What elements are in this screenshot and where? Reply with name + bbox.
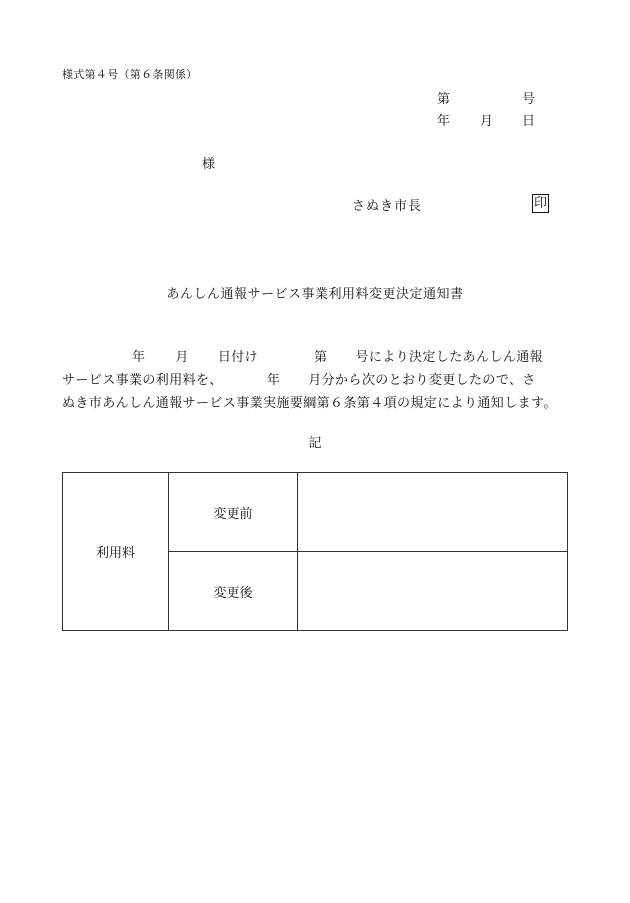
after-label: 変更後: [213, 585, 253, 601]
doc-number-suffix: 号: [522, 92, 536, 107]
table-row: [63, 473, 568, 552]
body-month-label: 月: [175, 350, 189, 365]
date-month-label: 月: [480, 114, 494, 129]
body-year-label: 年: [132, 350, 146, 365]
before-label-cell: [169, 473, 298, 552]
doc-number-prefix: 第: [437, 92, 451, 107]
before-label: 変更前: [213, 506, 253, 522]
document-title: あんしん通報サービス事業利用料変更決定通知書: [166, 287, 464, 302]
body-number-prefix: 第: [314, 350, 328, 365]
fee-table: [62, 472, 568, 631]
body-line-1: [62, 346, 543, 365]
body-date-label: 日付け: [217, 350, 259, 365]
date-day-label: 日: [522, 114, 536, 129]
before-value-cell[interactable]: [298, 473, 568, 552]
body-line-2-year: 年: [266, 373, 281, 388]
date-year-label: 年: [437, 114, 451, 129]
body-line-2-start: サービス事業の利用料を、: [62, 373, 223, 388]
body-line-2: [62, 369, 536, 388]
seal-mark: 印: [534, 196, 548, 211]
form-number: 様式第４号（第６条関係）: [62, 68, 198, 81]
ki-heading: 記: [308, 436, 322, 451]
after-label-cell: [169, 552, 298, 631]
issuer-name: さぬき市長: [352, 199, 423, 214]
fee-label-cell: [63, 473, 169, 631]
body-line-2-text: 月分から次のとおり変更したので、さ: [308, 373, 536, 388]
fee-label: 利用料: [95, 546, 135, 561]
body-line-1-text: 号により決定したあんしん通報: [355, 350, 544, 365]
recipient-honorific: 様: [202, 157, 216, 172]
body-line-3: ぬき市あんしん通報サービス事業実施要綱第６条第４項の規定により通知します。: [62, 396, 557, 411]
after-value-cell[interactable]: [298, 552, 568, 631]
